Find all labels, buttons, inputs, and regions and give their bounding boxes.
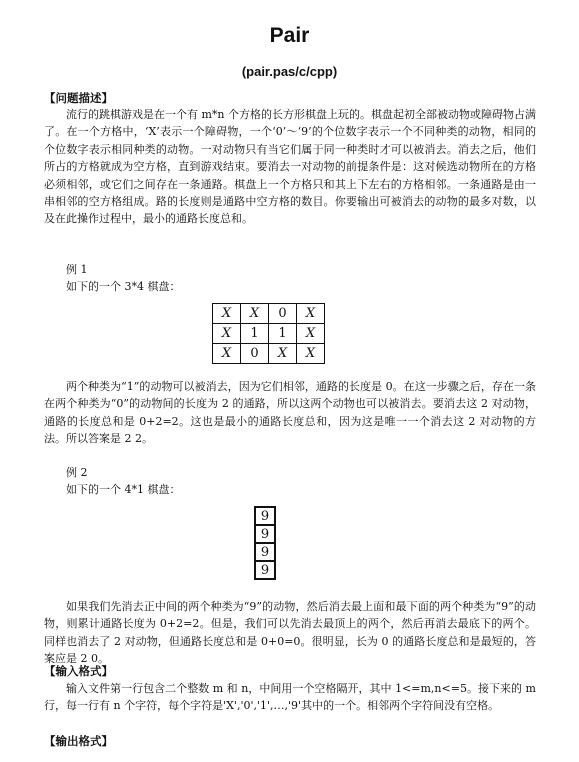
page-title: Pair: [269, 24, 310, 47]
example2-board-cell: 9: [255, 561, 275, 579]
section-heading-problem: 【问题描述】: [44, 91, 113, 105]
section-heading-input: 【输入格式】: [44, 664, 113, 678]
example1-board-cell: X: [297, 304, 325, 324]
example2-board-row: [255, 561, 275, 579]
problem-description: 流行的跳棋游戏是在一个有 m*n 个方格的长方形棋盘上玩的。棋盘起初全部被动物或障碍物占满了。在一个方格中，‘X’表示一个障碍物，一个‘0’～‘9’的个位数字表示一个不同种类的动物，相同的个位数字表示相同种类的动物。一对动物只有当它们属于同一种类时才可以被消去。消去之后，他们所占的方格就成为空方格，直到游戏结束。要消去一对动物的前提条件是：这对候选动物所在的方格必须相邻，或它们之间存在一条通路。棋盘上一个方格只和其上下左右的方格相邻。一条通路是由一串相邻的空方格组成。路的长度则是通路中空方格的数目。你要输出可被消去的动物的最多对数，以及在此操作过程中，最小的通路长度总和。: [44, 108, 537, 226]
example2-explanation: 如果我们先消去正中间的两个种类为“9”的动物，然后消去最上面和最下面的两个种类为“9”的动物，则累计通路长度为 0+2=2。但是，我们可以先消去最顶上的两个，然后再消去最底下的两个。同样也消去了 2 对动物，但通路长度总和是 0+0=0。很明显，长为 0 的通路长度总和是最短的，答案应是 2 0。: [44, 600, 536, 666]
example1-board-cell: X: [241, 304, 269, 324]
example2-intro: 如下的一个 4*1 棋盘：: [66, 483, 181, 496]
example2-board-cell: 9: [255, 543, 275, 561]
example1-board-row: [213, 344, 325, 364]
example1-intro: 如下的一个 3*4 棋盘：: [66, 280, 181, 293]
example2-board-cell: 9: [255, 507, 275, 525]
example1-board-cell: 0: [241, 344, 269, 364]
example1-board-cell: X: [213, 344, 241, 364]
example1-board-cell: 1: [269, 324, 297, 344]
section-heading-output: 【输出格式】: [44, 734, 113, 748]
example1-board-cell: X: [297, 324, 325, 344]
example1-board-cell: X: [269, 344, 297, 364]
example1-board-row: [213, 324, 325, 344]
example2-board-row: [255, 525, 275, 543]
example1-board-cell: 1: [241, 324, 269, 344]
example1-board-cell: X: [213, 324, 241, 344]
example1-board-cell: X: [297, 344, 325, 364]
example1-board-cell: 0: [269, 304, 297, 324]
example1-board-cell: X: [213, 304, 241, 324]
example2-board-cell: 9: [255, 525, 275, 543]
example2-board: [254, 506, 276, 580]
example1-board: [212, 303, 325, 364]
example2-board-row: [255, 507, 275, 525]
input-format-text: 输入文件第一行包含二个整数 m 和 n，中间用一个空格隔开，其中 1<=m,n<=5。接下来的 m 行，每一行有 n 个字符，每个字符是'X','0','1',…,'9'其中的一个。相邻两个字符间没有空格。: [44, 682, 536, 713]
page-subtitle: (pair.pas/c/cpp): [241, 64, 338, 79]
example2-label: 例 2: [66, 466, 88, 479]
example1-explanation: 两个种类为“1”的动物可以被消去，因为它们相邻，通路的长度是 0。在这一步骤之后，存在一条在两个种类为“0”的动物间的长度为 2 的通路，所以这两个动物也可以被消去。要消去这 2 对动物，通路的长度总和是 0+2=2。这也是最小的通路长度总和，因为这是唯一一个消去这 2 对动物的方法。所以答案是 2 2。: [44, 380, 536, 446]
example2-board-row: [255, 543, 275, 561]
example1-board-row: [213, 304, 325, 324]
example1-label: 例 1: [66, 263, 88, 276]
